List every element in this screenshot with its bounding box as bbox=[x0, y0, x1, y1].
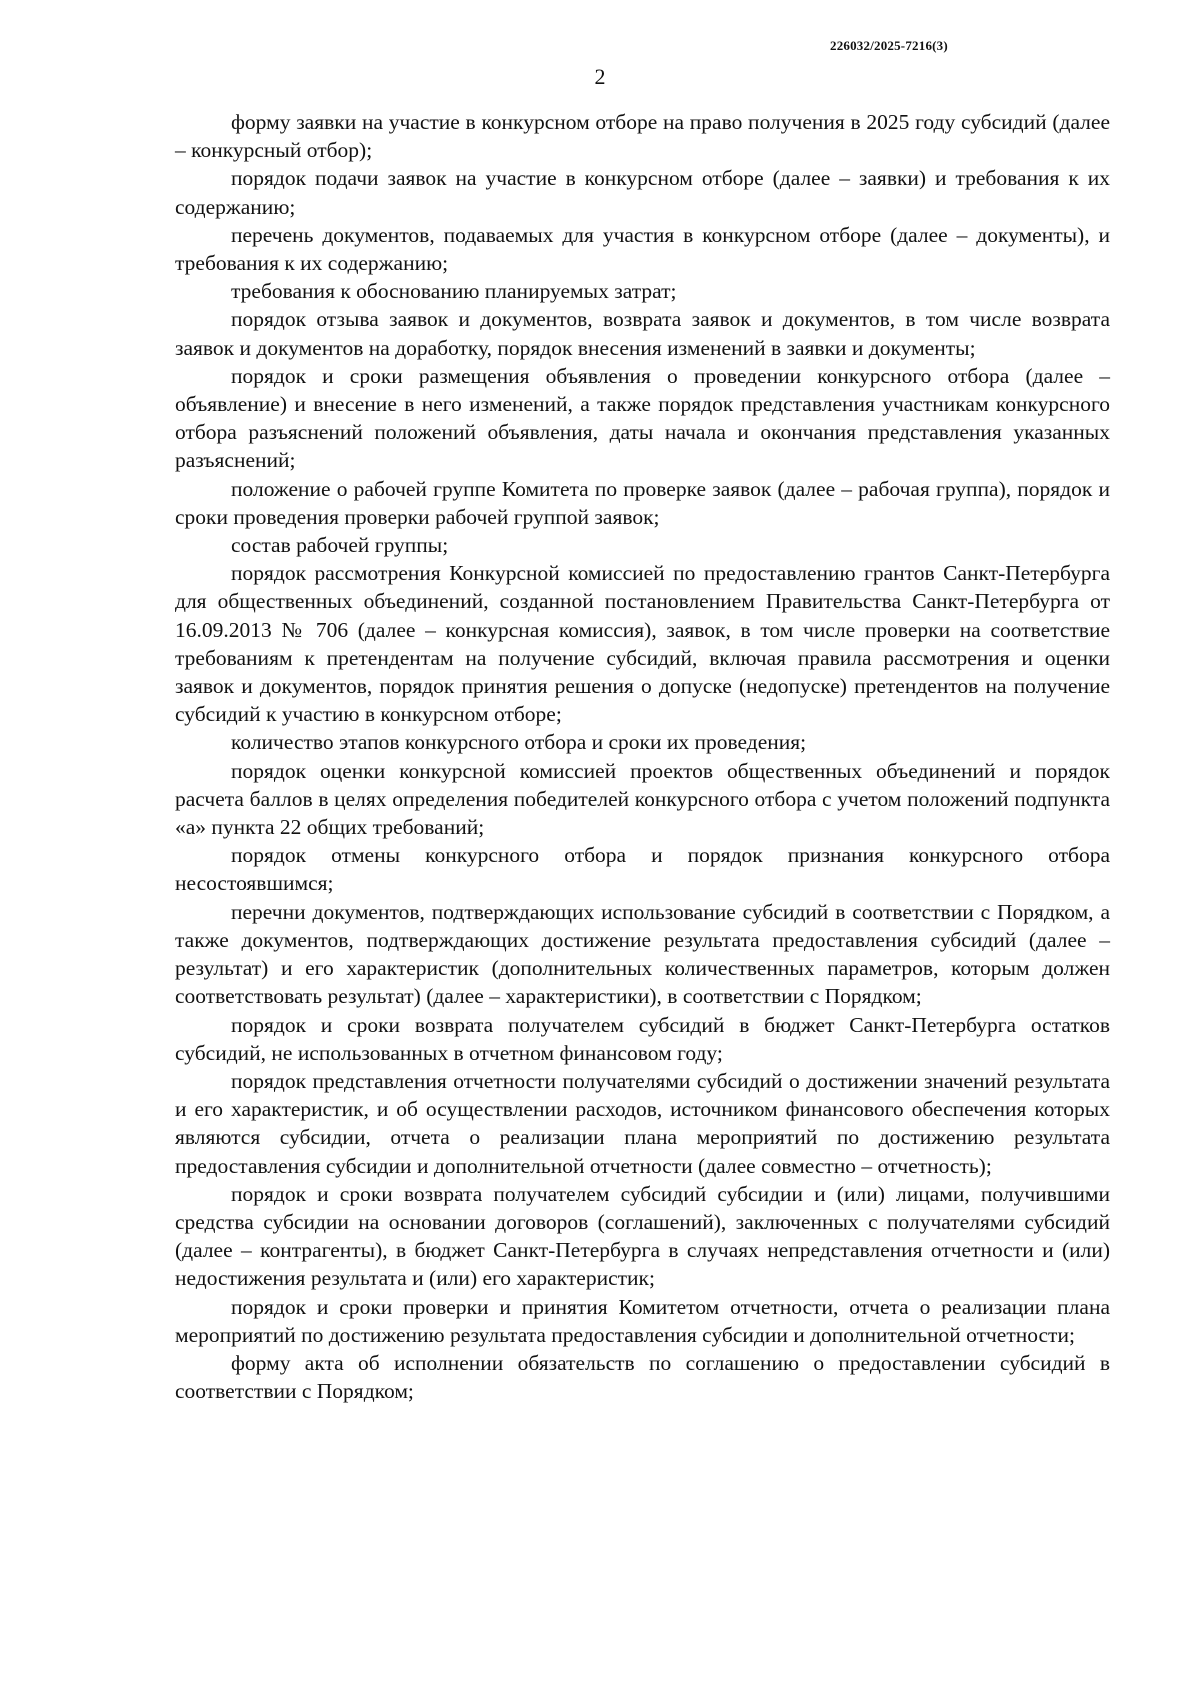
paragraph-selection-cancellation: порядок отмены конкурсного отбора и порядок признания конкурсного отбора несостоявшимся; bbox=[175, 843, 1110, 896]
paragraph-commission-review: порядок рассмотрения Конкурсной комиссией по предоставлению грантов Санкт-Петербурга для общественных объединений, созданной постановлением Правительства Санкт-Петербурга от 16.09.2013 № 706 (далее – конкурсная комиссия), заявок, в том числе проверки на соответствие требованиям к претендентам на получение субсидий, включая правила рассмотрения и оценки заявок и документов, порядок принятия решения о допуске (недопуске) претендентов на получение субсидий к участию в конкурсном отборе; bbox=[175, 561, 1110, 727]
paragraph-application-form: форму заявки на участие в конкурсном отборе на право получения в 2025 году субсидий (далее – конкурсный отбор); bbox=[175, 110, 1110, 163]
document-body bbox=[175, 108, 1110, 1405]
paragraph-unused-funds-return: порядок и сроки возврата получателем субсидий в бюджет Санкт-Петербурга остатков субсидий, не использованных в отчетном финансовом году; bbox=[175, 1012, 1110, 1065]
paragraph-subsidy-return: порядок и сроки возврата получателем субсидий субсидии и (или) лицами, получившими средства субсидии на основании договоров (соглашений), заключенных с получателями субсидий (далее – контрагенты), в бюджет Санкт-Петербурга в случаях непредставления отчетности и (или) недостижения результата и (или) его характеристик; bbox=[175, 1181, 1110, 1291]
page-number: 2 bbox=[594, 64, 606, 89]
paragraph-reporting-procedure: порядок представления отчетности получателями субсидий о достижении значений результата и его характеристик, и об осуществлении расходов, источником финансового обеспечения которых являются субсидии, отчета о реализации плана мероприятий по достижению результата предоставления субсидии и дополнительной отчетности (далее совместно – отчетность); bbox=[175, 1068, 1110, 1178]
paragraph-announcement-procedure: порядок и сроки размещения объявления о проведении конкурсного отбора (далее – объявление) и внесение в него изменений, а также порядок представления участникам конкурсного отбора разъяснений положений объявления, даты начала и окончания представления указанных разъяснений; bbox=[175, 363, 1110, 473]
paragraph-report-verification: порядок и сроки проверки и принятия Комитетом отчетности, отчета о реализации плана мероприятий по достижению результата предоставления субсидии и дополнительной отчетности; bbox=[175, 1294, 1110, 1347]
paragraph-act-form: форму акта об исполнении обязательств по соглашению о предоставлении субсидий в соответствии с Порядком; bbox=[175, 1350, 1110, 1404]
paragraph-working-group-composition: состав рабочей группы; bbox=[231, 533, 449, 558]
paragraph-documents-list: перечень документов, подаваемых для участия в конкурсном отборе (далее – документы), и требования к их содержанию; bbox=[175, 222, 1110, 276]
paragraph-selection-stages: количество этапов конкурсного отбора и сроки их проведения; bbox=[231, 730, 807, 755]
paragraph-working-group-regulation: положение о рабочей группе Комитета по проверке заявок (далее – рабочая группа), порядок и сроки проведения проверки рабочей группой заявок; bbox=[175, 476, 1110, 529]
paragraph-project-evaluation: порядок оценки конкурсной комиссией проектов общественных объединений и порядок расчета баллов в целях определения победителей конкурсного отбора с учетом положений подпункта «а» пункта 22 общих требований; bbox=[175, 758, 1110, 840]
paragraph-withdrawal-procedure: порядок отзыва заявок и документов, возврата заявок и документов, в том числе возврата заявок и документов на доработку, порядок внесения изменений в заявки и документы; bbox=[175, 307, 1110, 360]
paragraph-confirming-documents: перечни документов, подтверждающих использование субсидий в соответствии с Порядком, а также документов, подтверждающих достижение результата предоставления субсидий (далее – результат) и его характеристик (дополнительных количественных параметров, которым должен соответствовать результат) (далее – характеристики), в соответствии с Порядком; bbox=[175, 899, 1110, 1009]
document-registration-number: 226032/2025-7216(3) bbox=[830, 38, 948, 53]
paragraph-cost-justification: требования к обоснованию планируемых затрат; bbox=[231, 279, 677, 304]
paragraph-submission-procedure: порядок подачи заявок на участие в конкурсном отборе (далее – заявки) и требования к их содержанию; bbox=[175, 166, 1110, 219]
